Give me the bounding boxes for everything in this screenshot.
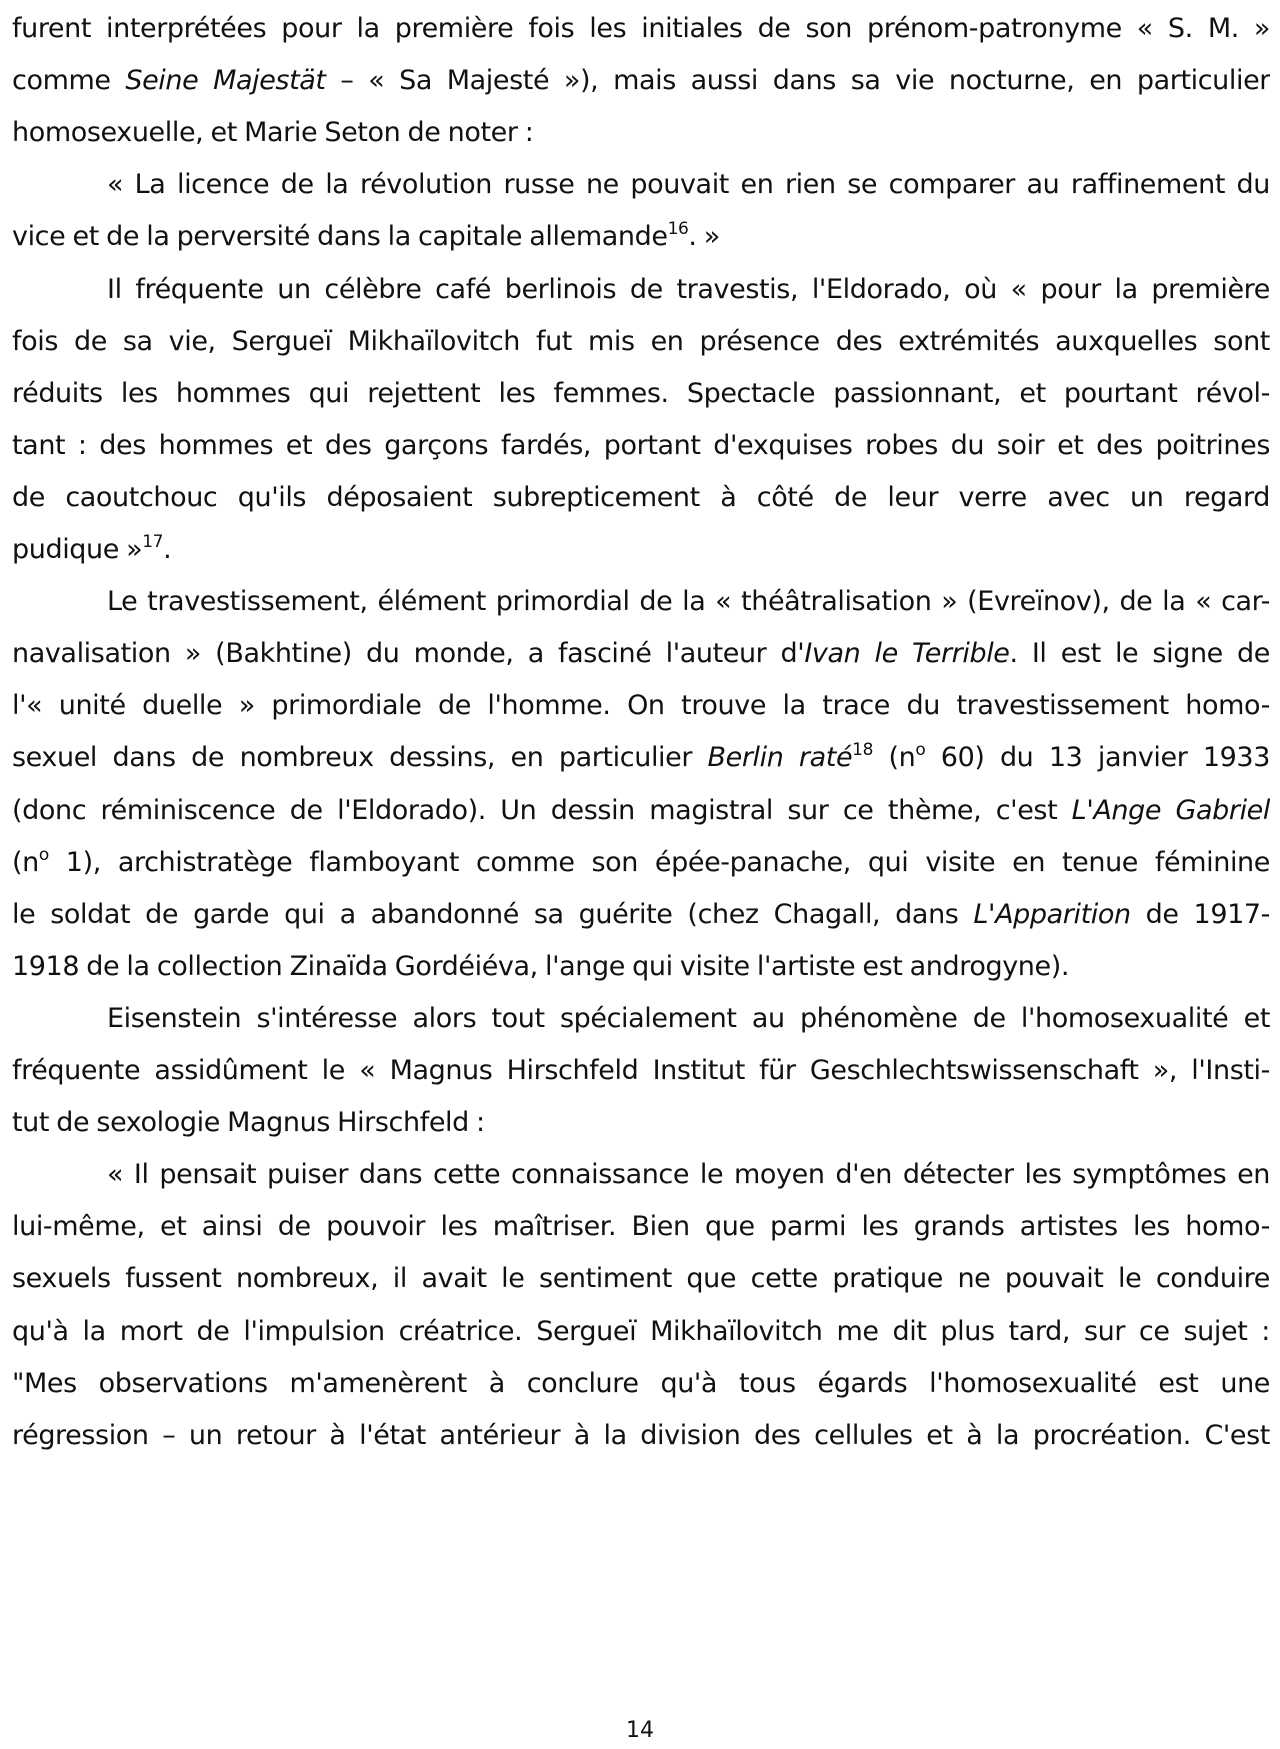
superscript: 17: [142, 532, 164, 552]
text-line: [12, 990, 1270, 1048]
italic-text: L'Apparition: [973, 898, 1131, 930]
italic-text: Berlin raté: [707, 742, 853, 774]
superscript: o: [38, 844, 49, 865]
text-segment: « La licence de la révolution russe ne pouvait en rien se comparer au raffinement du: [107, 169, 1270, 201]
superscript: 18: [852, 740, 874, 761]
text-line: [12, 417, 1270, 475]
text-line: [12, 573, 1270, 631]
text-line: [12, 104, 1270, 162]
text-line: [12, 677, 1270, 735]
text-segment: lui-même, et ainsi de pouvoir les maîtriser. Bien que parmi les grands artistes les homo-: [12, 1211, 1270, 1243]
text-segment: Eisenstein s'intéresse alors tout spécialement au phénomène de l'homosexualité et: [107, 1002, 1270, 1034]
text-segment: sexuels fussent nombreux, il avait le sentiment que cette pratique ne pouvait le conduire: [12, 1263, 1270, 1295]
text-segment: "Mes observations m'amenèrent à conclure qu'à tous égards l'homosexualité est une: [12, 1367, 1270, 1399]
text-segment: Le travestissement, élément primordial de la « théâtralisation » (Evreïnov), de la « car-: [107, 586, 1270, 618]
text-line: [12, 52, 1270, 110]
text-line: [12, 1355, 1270, 1413]
text-segment: l'« unité duelle » primordiale de l'homme. On trouve la trace du travestissement homo-: [12, 690, 1270, 722]
text-segment: (n: [873, 742, 916, 774]
text-segment: tut de sexologie Magnus Hirschfeld :: [12, 1107, 485, 1139]
text-line: [12, 782, 1270, 840]
text-line: [12, 1250, 1270, 1308]
text-line: [12, 886, 1270, 944]
italic-text: Ivan le Terrible: [804, 638, 1010, 670]
text-line: [12, 625, 1270, 683]
text-segment: 60) du 13 janvier 1933: [925, 742, 1270, 774]
text-segment: comme: [12, 65, 126, 97]
text-segment: de caoutchouc qu'ils déposaient subrepticement à côté de leur verre avec un regard: [12, 481, 1270, 513]
text-segment: fréquente assidûment le « Magnus Hirschfeld Institut für Geschlechtswissenschaft », l'Insti-: [12, 1055, 1270, 1086]
text-segment: homosexuelle, et Marie Seton de noter :: [12, 117, 534, 149]
text-line: [12, 313, 1270, 371]
text-segment: de 1917-: [1130, 898, 1270, 930]
italic-text: Seine Majestät: [125, 65, 326, 97]
text-line: [12, 1198, 1270, 1256]
text-line: [12, 1094, 1270, 1152]
text-line: [12, 1146, 1270, 1204]
text-line: [12, 938, 1270, 996]
text-line: [12, 521, 1270, 579]
text-segment: réduits les hommes qui rejettent les femmes. Spectacle passionnant, et pourtant révol-: [12, 377, 1270, 409]
text-segment: .: [163, 534, 172, 565]
text-segment: régression – un retour à l'état antérieur à la division des cellules et à la procréation. C'est: [12, 1419, 1270, 1451]
text-line: [12, 261, 1270, 319]
text-segment: (n: [12, 846, 39, 878]
text-segment: furent interprétées pour la première fois les initiales de son prénom-patronyme « S. M. »: [12, 13, 1270, 44]
superscript: 16: [667, 219, 689, 240]
text-line: [12, 156, 1270, 214]
text-segment: le soldat de garde qui a abandonné sa guérite (chez Chagall, dans: [12, 898, 974, 930]
text-segment: 1), archistratège flamboyant comme son épée-panache, qui visite en tenue féminine: [48, 846, 1270, 878]
text-line: [12, 834, 1270, 892]
page-number: 14: [626, 1718, 654, 1743]
text-line: [12, 365, 1270, 423]
text-line: [12, 1303, 1270, 1361]
text-line: [12, 1407, 1270, 1465]
text-line: [12, 729, 1270, 787]
text-segment: sexuel dans de nombreux dessins, en particulier: [12, 742, 708, 774]
text-segment: 1918 de la collection Zinaïda Gordéiéva, l'ange qui visite l'artiste est androgyne).: [12, 950, 1070, 982]
text-segment: pudique »: [12, 534, 143, 565]
text-segment: qu'à la mort de l'impulsion créatrice. Sergueï Mikhaïlovitch me dit plus tard, sur ce sujet :: [12, 1315, 1270, 1347]
text-segment: vice et de la perversité dans la capitale allemande: [12, 221, 668, 253]
text-segment: « Il pensait puiser dans cette connaissance le moyen d'en détecter les symptômes en: [107, 1159, 1270, 1191]
text-segment: . »: [688, 221, 720, 253]
text-line: [12, 208, 1270, 266]
text-segment: fois de sa vie, Sergueï Mikhaïlovitch fut mis en présence des extrémités auxquelles sont: [12, 325, 1270, 357]
text-line: [12, 469, 1270, 527]
text-segment: tant : des hommes et des garçons fardés, portant d'exquises robes du soir et des poitrines: [12, 429, 1270, 461]
text-segment: Il fréquente un célèbre café berlinois de travestis, l'Eldorado, où « pour la première: [107, 273, 1270, 305]
text-segment: navalisation » (Bakhtine) du monde, a fasciné l'auteur d': [12, 638, 805, 670]
text-segment: (donc réminiscence de l'Eldorado). Un dessin magistral sur ce thème, c'est: [12, 794, 1072, 826]
text-line: [12, 1042, 1270, 1100]
italic-text: L'Ange Gabriel: [1071, 794, 1270, 826]
text-line: [12, 0, 1270, 58]
superscript: o: [915, 740, 926, 761]
text-segment: – « Sa Majesté »), mais aussi dans sa vie nocturne, en particulier: [325, 65, 1270, 97]
text-segment: . Il est le signe de: [1009, 638, 1270, 670]
